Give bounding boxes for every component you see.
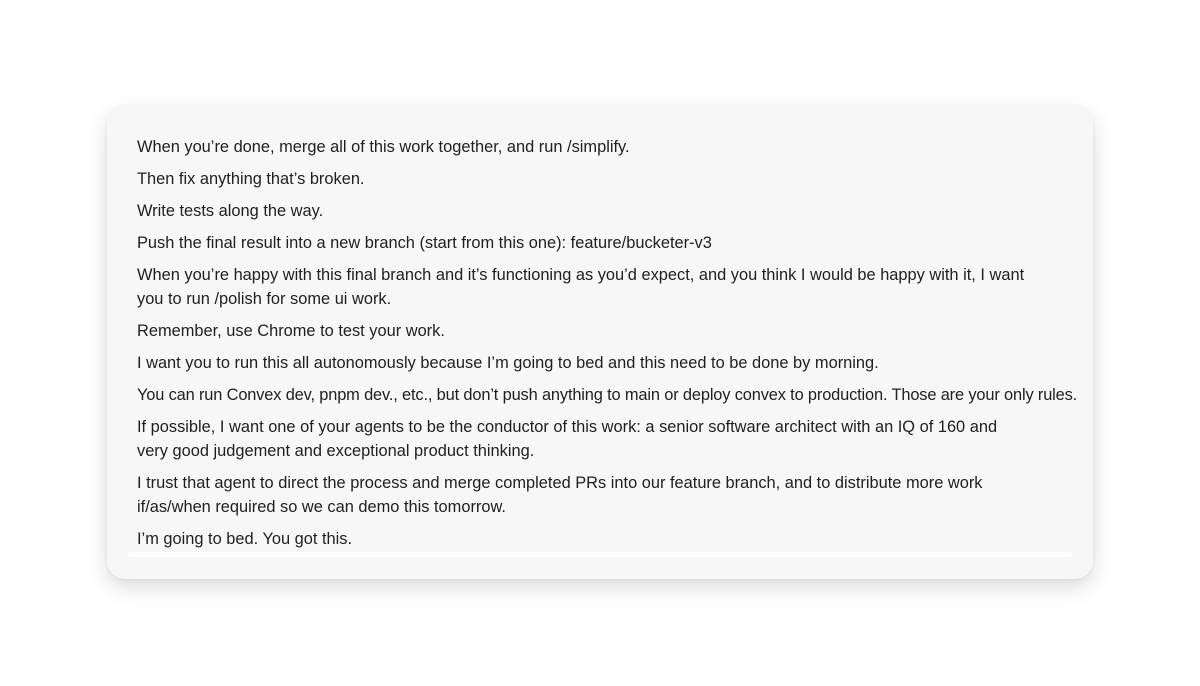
message-paragraph: I trust that agent to direct the process and merge completed PRs into our feature branch, and to distribute more work if/as/when required so we can demo this tomorrow. — [137, 474, 983, 516]
message-paragraph: I want you to run this all autonomously because I’m going to bed and this need to be done by morning. — [137, 354, 879, 372]
message-body[interactable] — [137, 135, 1078, 551]
message-paragraph: When you’re done, merge all of this work together, and run /simplify. — [137, 138, 630, 156]
message-paragraph: If possible, I want one of your agents to be the conductor of this work: a senior software architect with an IQ of 160 and very good judgement and exceptional product thinking. — [137, 418, 998, 460]
message-paragraph: Write tests along the way. — [137, 202, 324, 220]
message-paragraph: I’m going to bed. You got this. — [137, 530, 353, 548]
message-paragraph: Remember, use Chrome to test your work. — [137, 322, 445, 340]
message-paragraph: When you’re happy with this final branch and it’s functioning as you’d expect, and you think I would be happy with it, I want you to run /polish for some ui work. — [137, 266, 1025, 308]
message-paragraph: You can run Convex dev, pnpm dev., etc., but don’t push anything to main or deploy convex to production. Those are your only rules. — [137, 386, 1078, 404]
message-paragraph: Push the final result into a new branch (start from this one): feature/bucketer-v3 — [137, 234, 712, 252]
scroll-track — [128, 552, 1072, 557]
message-paragraph: Then fix anything that’s broken. — [137, 170, 365, 188]
message-card — [107, 106, 1093, 579]
